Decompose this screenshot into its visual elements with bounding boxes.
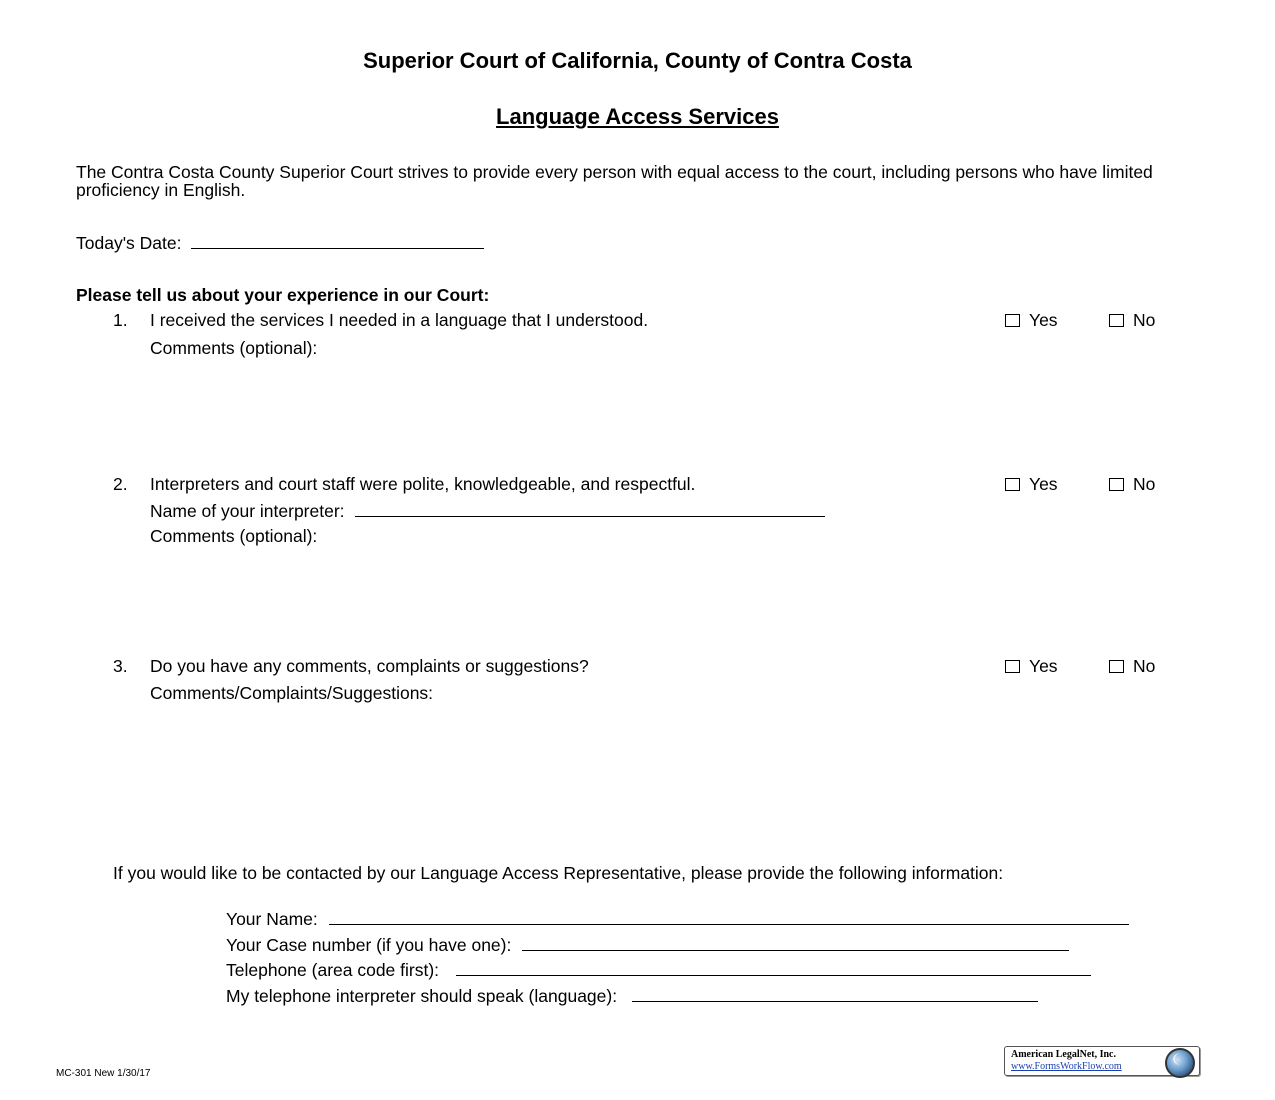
swoosh-icon <box>1173 1053 1189 1065</box>
question-text: Do you have any comments, complaints or suggestions? <box>150 656 589 676</box>
contact-language-row <box>226 985 1038 1007</box>
court-title: Superior Court of California, County of Contra Costa <box>363 48 912 73</box>
intro-paragraph: The Contra Costa County Superior Court strives to provide every person with equal access to the court, including persons who have limited proficiency in English. <box>76 162 1153 200</box>
q2-no-option[interactable] <box>1109 474 1155 495</box>
phone-label: Telephone (area code first): <box>226 960 440 980</box>
date-label: Today's Date: <box>76 233 182 253</box>
contact-intro: If you would like to be contacted by our Language Access Representative, please provide the following information: <box>113 863 1004 883</box>
question-number: 1. <box>113 310 128 330</box>
name-label: Your Name: <box>226 909 318 929</box>
date-row <box>76 232 484 254</box>
q2-yes-option[interactable] <box>1005 474 1058 495</box>
telephone-field[interactable] <box>456 959 1091 976</box>
date-field[interactable] <box>191 232 484 249</box>
checkbox-icon[interactable] <box>1005 314 1020 327</box>
form-code: MC-301 New 1/30/17 <box>56 1068 151 1079</box>
q3-no-option[interactable] <box>1109 656 1155 677</box>
yes-label: Yes <box>1029 474 1058 494</box>
q3-yes-option[interactable] <box>1005 656 1058 677</box>
question-text: Interpreters and court staff were polite, knowledgeable, and respectful. <box>150 474 696 494</box>
form-title: Language Access Services <box>496 104 779 129</box>
yes-label: Yes <box>1029 310 1058 330</box>
checkbox-icon[interactable] <box>1109 314 1124 327</box>
yes-label: Yes <box>1029 656 1058 676</box>
logo-url-link[interactable]: www.FormsWorkFlow.com <box>1011 1061 1122 1072</box>
no-label: No <box>1133 310 1156 330</box>
interpreter-name-field[interactable] <box>355 500 825 517</box>
q1-yes-option[interactable] <box>1005 310 1058 331</box>
contact-case-row <box>226 934 1069 956</box>
language-label: My telephone interpreter should speak (language): <box>226 986 618 1006</box>
language-field[interactable] <box>632 985 1038 1002</box>
q1-comments-label: Comments (optional): <box>150 338 318 358</box>
checkbox-icon[interactable] <box>1005 660 1020 673</box>
checkbox-icon[interactable] <box>1005 478 1020 491</box>
q1-no-option[interactable] <box>1109 310 1155 331</box>
checkbox-icon[interactable] <box>1109 478 1124 491</box>
question-number: 3. <box>113 656 128 676</box>
case-number-field[interactable] <box>522 934 1069 951</box>
name-field[interactable] <box>329 908 1129 925</box>
american-legalnet-logo[interactable] <box>1004 1046 1200 1076</box>
interpreter-row <box>150 500 825 522</box>
question-number: 2. <box>113 474 128 494</box>
q2-comments-label: Comments (optional): <box>150 526 318 546</box>
contact-name-row <box>226 908 1129 930</box>
survey-heading: Please tell us about your experience in our Court: <box>76 285 490 305</box>
case-label: Your Case number (if you have one): <box>226 935 512 955</box>
checkbox-icon[interactable] <box>1109 660 1124 673</box>
contact-phone-row <box>226 959 1091 981</box>
interpreter-label: Name of your interpreter: <box>150 501 345 521</box>
question-text: I received the services I needed in a language that I understood. <box>150 310 649 330</box>
q3-comments-label: Comments/Complaints/Suggestions: <box>150 683 434 703</box>
logo-company-name: American LegalNet, Inc. <box>1011 1049 1116 1060</box>
no-label: No <box>1133 656 1156 676</box>
no-label: No <box>1133 474 1156 494</box>
